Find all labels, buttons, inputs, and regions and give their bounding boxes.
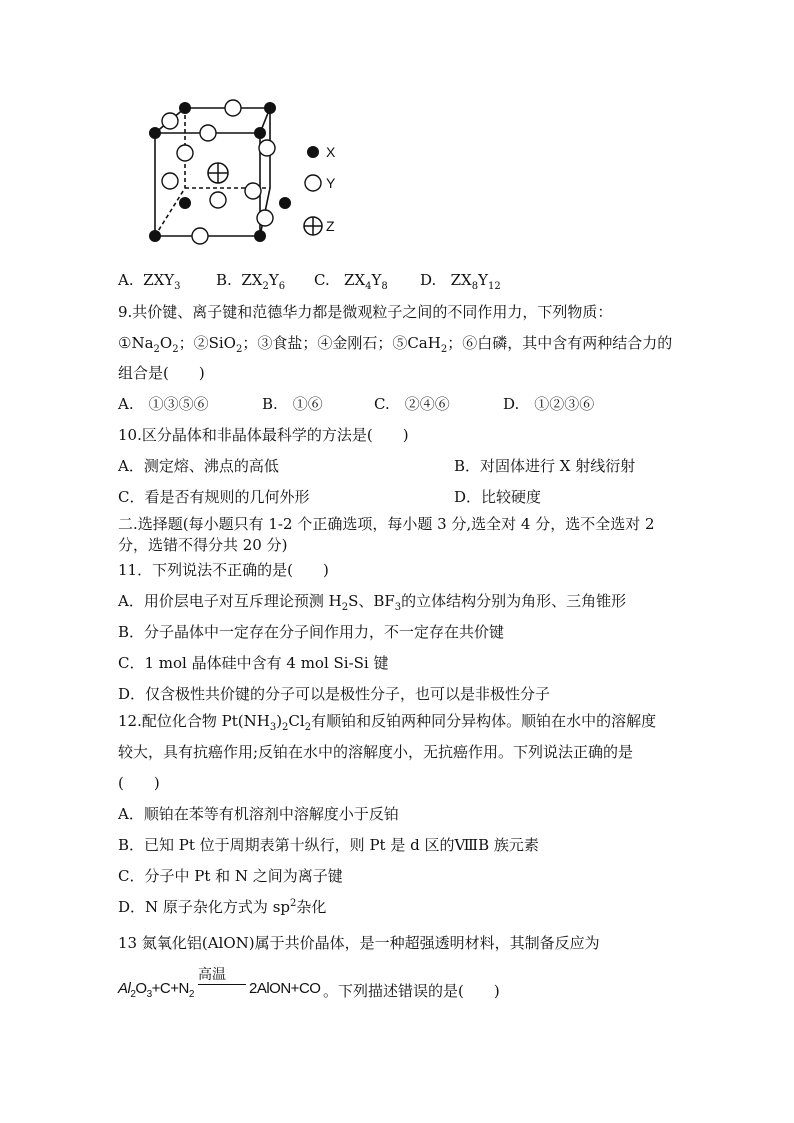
y-atom [200,125,216,141]
q12-stem-line3: ( ) [118,774,160,792]
x-atom [149,127,161,139]
q8-option-d: D. $ZX_8Y_{12}$ [420,271,501,292]
q11-option-a: A．用价层电子对互斥理论预测 $H_2S$、$BF_3$的立体结构分别为角形、三角锥形 [118,592,627,613]
legend-z-label: Z [326,218,335,234]
figure-legend [304,144,336,235]
q13-stem-tail: 。下列描述错误的是( ) [323,982,500,1000]
legend-x-label: X [326,144,336,160]
q9-stem-line3: 组合是( ) [118,364,205,382]
q12-option-d: D．N 原子杂化方式为 $sp^2$杂化 [118,898,327,916]
q8-option-c: C. $ZX_4Y_8$ [314,271,388,292]
q9-option-c: C. ②④⑥ [374,395,450,413]
equation-condition: 高温 [198,967,226,983]
equation-products: 2AlON+CO [249,980,321,997]
legend-z-marker [304,217,322,235]
q10-stem: 10.区分晶体和非晶体最科学的方法是( ) [118,426,409,444]
legend-y-marker [305,175,321,191]
q8-option-b: B. $ZX_2Y_6$ [216,271,286,292]
q12-stem-line2: 较大，具有抗癌作用;反铂在水中的溶解度小，无抗癌作用。下列说法正确的是 [118,743,634,761]
y-atom [210,192,226,208]
y-atom [162,173,178,189]
q10-option-d: D．比较硬度 [454,488,542,506]
q10-option-a: A．测定熔、沸点的高低 [118,457,279,475]
q12-option-c: C．分子中 Pt 和 N 之间为离子键 [118,867,343,885]
q9-stem-line2: $①Na_2O_2$；②SiO$_2$；③食盐；④金刚石；⑤CaH$_2$；⑥白磷，其中含有两种结合力的 [118,334,673,355]
x-atom [254,127,266,139]
y-atom [257,210,273,226]
x-atom [179,197,191,209]
equation-reactants: $Al_2O_3+C+N_2$ [118,980,194,1000]
y-atom [162,113,178,129]
q10-option-b: B．对固体进行 X 射线衍射 [454,457,636,475]
crystal-cell-figure [130,88,370,258]
x-atom [179,102,191,114]
y-atom [177,145,193,161]
q10-option-c: C．看是否有规则的几何外形 [118,488,310,506]
q11-option-c: C．1 mol 晶体硅中含有 4 mol Si-Si 键 [118,654,389,672]
q13-stem-line1: 13 氮氧化铝(AlON)属于共价晶体，是一种超强透明材料，其制备反应为 [118,934,600,952]
y-atom [259,140,275,156]
legend-y-label: Y [326,175,336,191]
q12-option-b: B．已知 Pt 位于周期表第十纵行，则 Pt 是 d 区的ⅧB 族元素 [118,836,539,854]
q11-option-d: D．仅含极性共价键的分子可以是极性分子，也可以是非极性分子 [118,685,551,703]
x-atom [149,230,161,242]
x-atom [264,102,276,114]
q8-option-a: A. $ZXY_3$ [118,271,181,292]
equation-arrow-bar [198,984,246,985]
y-atom [192,228,208,244]
q9-option-a: A. ①③⑤⑥ [118,395,209,413]
q11-option-b: B．分子晶体中一定存在分子间作用力，不一定存在共价键 [118,623,505,641]
section2-heading-line1: 二.选择题(每小题只有 1-2 个正确选项，每小题 3 分,选全对 4 分，选不全选对 2 [118,515,655,533]
q9-stem-line1: 9.共价键、离子键和范德华力都是微观粒子之间的不同作用力，下列物质： [118,303,613,321]
q12-stem-line1: 12.配位化合物 $Pt(NH_3)_2Cl_2$有顺铂和反铂两种同分异构体。顺铂在水中的溶解度 [118,712,657,733]
q12-option-a: A．顺铂在苯等有机溶剂中溶解度小于反铂 [118,805,399,823]
q11-stem: 11．下列说法不正确的是( ) [118,561,329,579]
y-atom [245,183,261,199]
legend-x-marker [307,146,319,158]
y-atom [225,100,241,116]
x-atom [254,230,266,242]
q9-option-b: B. ①⑥ [262,395,323,413]
z-atom [208,163,228,183]
x-atom [279,197,291,209]
section2-heading-line2: 分，选错不得分共 20 分) [118,536,288,554]
q9-option-d: D. ①②③⑥ [503,395,595,413]
